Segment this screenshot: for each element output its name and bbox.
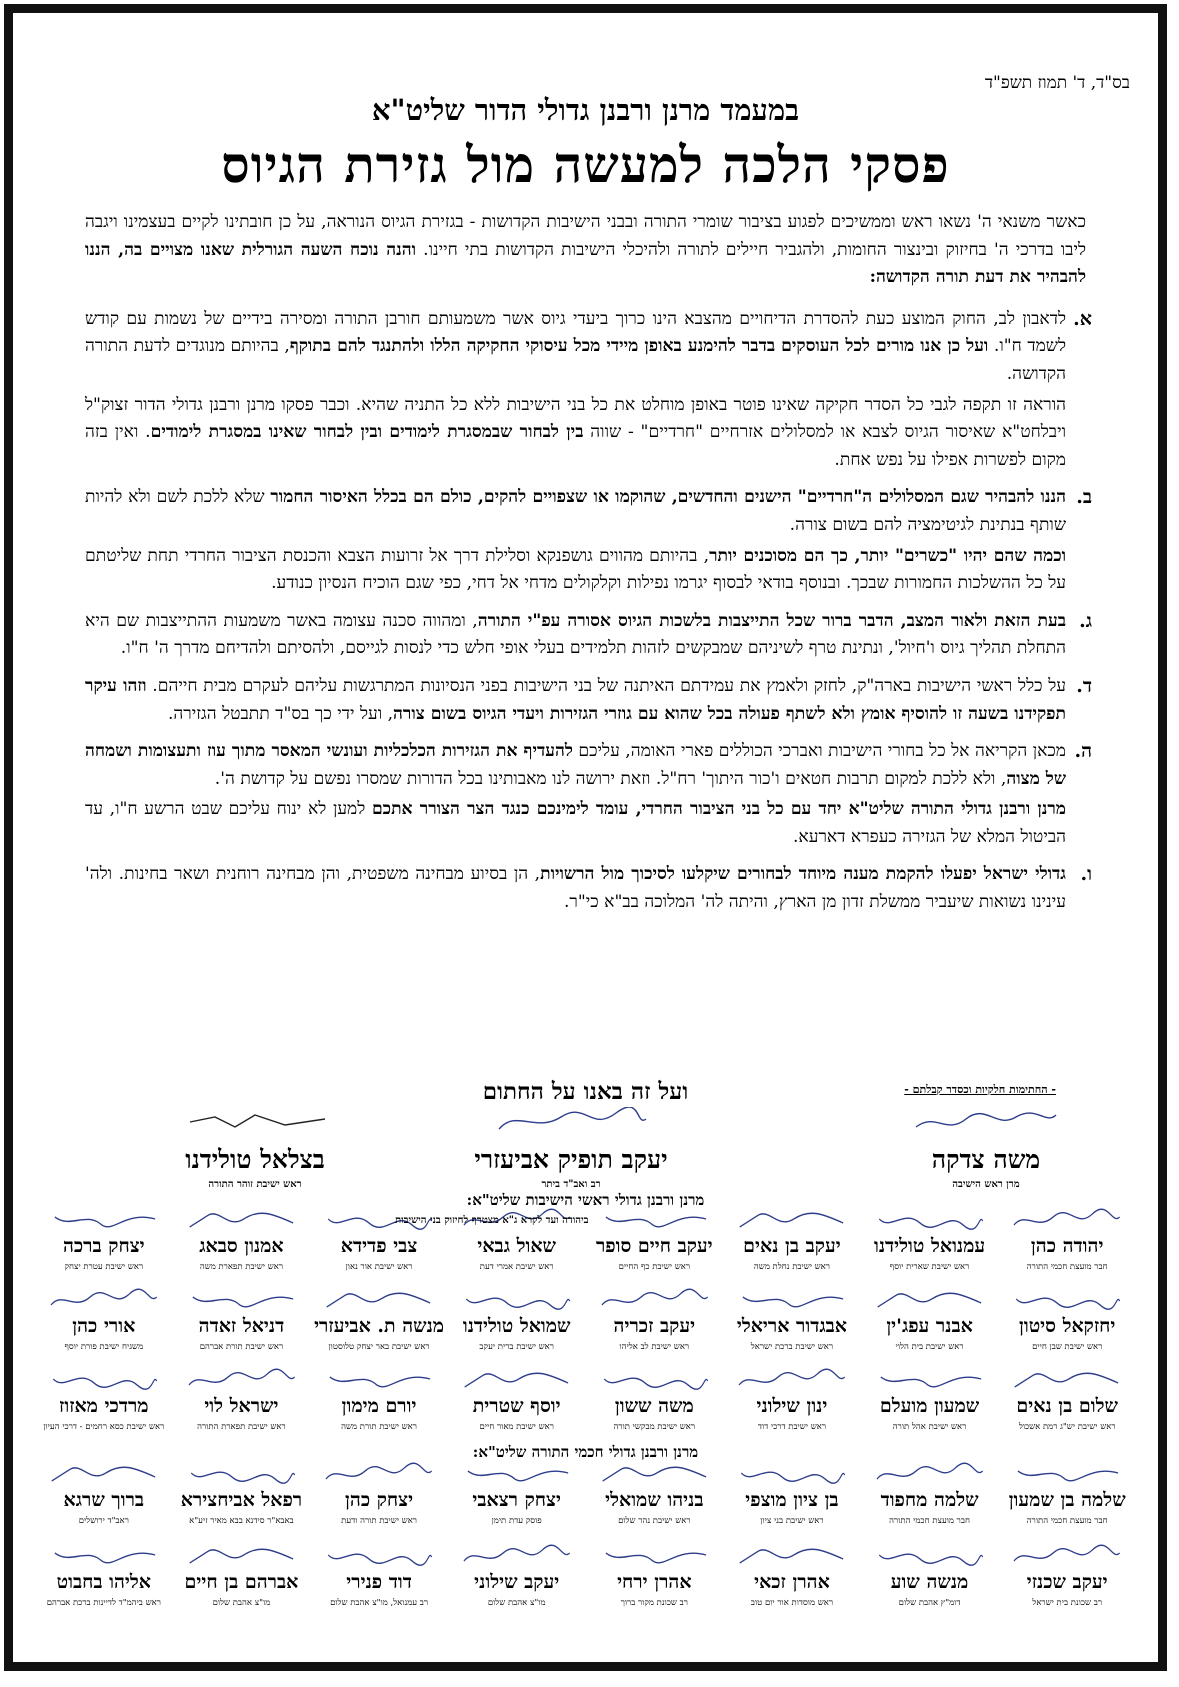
signer-role: ראש ישיבת בית הלוי bbox=[895, 1342, 964, 1352]
signer-role: ראש ישיבת דרכי דוד bbox=[757, 1422, 827, 1432]
signer-name: בצלאל טולידנו bbox=[185, 1145, 325, 1174]
section-paragraph bbox=[85, 392, 1066, 475]
signature-cell bbox=[998, 1541, 1136, 1608]
signature-cell bbox=[861, 1285, 999, 1352]
signer-role: משגיח ישיבת פורת יוסף bbox=[64, 1342, 144, 1352]
section-paragraph bbox=[85, 738, 1066, 793]
signature-cell bbox=[586, 1205, 724, 1272]
signer-role: ראש ישיבת אהל תורה bbox=[892, 1422, 967, 1432]
section-letter: ה. bbox=[1074, 740, 1092, 763]
intro-bold-text: והנה נוכח השעה הגורלית שאנו מצויים בה, הננו להבהיר את דעת תורה הקדושה: bbox=[85, 239, 1086, 288]
bold-run: להעדיף את הגזירות הכלכליות ועונשי המאסר מתוך עוז ותעצומות ושמחה של מצוה bbox=[85, 741, 1066, 789]
signer-name: בניהו שמואלי bbox=[605, 1489, 704, 1511]
signature-cell bbox=[723, 1365, 861, 1432]
signature-scribble-icon bbox=[873, 1205, 987, 1235]
text-run: , ולא ללכת למקום תרבות חטאים ו'כור היתוך' רח"ל. וזאת ירושה לנו מאבותינו בכל הדורות שמסרו נפשם על קדושת ה'. bbox=[214, 768, 1007, 789]
signature-scribble-icon bbox=[1010, 1541, 1124, 1571]
section-paragraph bbox=[85, 796, 1066, 851]
signature-cell bbox=[861, 1205, 999, 1272]
signature-cell bbox=[173, 1365, 311, 1432]
signature-scribble-icon bbox=[598, 1541, 712, 1571]
section-paragraph bbox=[85, 484, 1066, 539]
signer-role: פוסק עדת תימן bbox=[491, 1516, 542, 1526]
signature-row bbox=[35, 1459, 1136, 1526]
signature-cell bbox=[35, 1541, 173, 1608]
signature-scribble-icon bbox=[873, 1459, 987, 1489]
signature-cell bbox=[723, 1285, 861, 1352]
signature-cell bbox=[35, 1285, 173, 1352]
section-paragraph bbox=[85, 673, 1066, 728]
signature-cell bbox=[173, 1285, 311, 1352]
signature-cell bbox=[723, 1541, 861, 1608]
signer-name: ינון שילוני bbox=[756, 1395, 828, 1417]
signature-scribble-icon bbox=[322, 1541, 436, 1571]
signature-scribble-icon bbox=[1010, 1205, 1124, 1235]
signer-name: ברוך שרגא bbox=[63, 1489, 145, 1511]
group-title-torah-sages: מרנן ורבנן גדולי חכמי התורה שליט"א: bbox=[472, 1443, 699, 1461]
signer-name: שמעון מועלם bbox=[879, 1395, 980, 1417]
signer-name: יעקב חיים סופר bbox=[595, 1235, 713, 1257]
signer-name: שלמה מחפוד bbox=[880, 1489, 979, 1511]
document-title: פסקי הלכה למעשה מול גזירת הגיוס bbox=[221, 135, 950, 194]
signer-role: חבר מועצת חכמי התורה bbox=[1026, 1262, 1108, 1272]
signer-name: אבנר עפג'ין bbox=[886, 1315, 973, 1337]
signer-role: ראש ישיבת מבקשי תורה bbox=[613, 1422, 696, 1432]
signer-role: ראש ישיבת אמרי דעת bbox=[479, 1262, 554, 1272]
section-a bbox=[85, 306, 1092, 475]
signature-scribble-icon bbox=[491, 1107, 651, 1137]
signature-cell bbox=[586, 1365, 724, 1432]
document-date: בס"ד, ד' תמוז תשפ"ד bbox=[984, 73, 1130, 93]
signer-role: ראש ישיבת תפארת התורה bbox=[197, 1422, 286, 1432]
signer-role: ראש ישיבת יש"ג רמת אשכול bbox=[1018, 1422, 1116, 1432]
signature-cell bbox=[723, 1205, 861, 1272]
signature-scribble-icon bbox=[598, 1285, 712, 1315]
signature-scribble-icon bbox=[873, 1365, 987, 1395]
signer-role: ראש ישיבת כסא רחמים - דרכי העיון bbox=[43, 1422, 165, 1432]
section-letter: ג. bbox=[1079, 609, 1092, 632]
section-letter: ו. bbox=[1080, 863, 1092, 886]
top-signature bbox=[876, 1145, 1096, 1190]
signature-row bbox=[35, 1365, 1136, 1432]
signer-role: באבא"ר סידנא בבא מאיר זיע"א bbox=[189, 1516, 294, 1526]
signature-scribble-icon bbox=[460, 1541, 574, 1571]
section-e bbox=[85, 738, 1092, 851]
signer-name: יעקב תופיק אביעזרי bbox=[474, 1145, 668, 1174]
top-signature bbox=[145, 1145, 365, 1190]
signer-name: יעקב שכנזי bbox=[1026, 1571, 1108, 1593]
signer-name: רפאל אביחצירא bbox=[180, 1489, 303, 1511]
signature-seal-line: ועל זה באנו על החתום bbox=[482, 1078, 689, 1105]
signature-cell bbox=[448, 1365, 586, 1432]
section-letter: א. bbox=[1073, 307, 1092, 330]
bold-run: ועל כן אנו מורים לכל העוסקים בדבר להימנע באופן מיידי מכל עיסוקי החקיקה הללו ולהתנגד להם בתוקף bbox=[289, 336, 989, 357]
signature-cell bbox=[861, 1459, 999, 1526]
signature-scribble-icon bbox=[47, 1541, 161, 1571]
signer-role: מו"צ אהבת שלום bbox=[487, 1598, 546, 1608]
signer-name: יחזקאל סיטון bbox=[1019, 1315, 1116, 1337]
signature-cell bbox=[310, 1541, 448, 1608]
signature-scribble-icon bbox=[598, 1459, 712, 1489]
section-f bbox=[85, 861, 1092, 916]
signer-role: ראש ישיבת ברית יעקב bbox=[479, 1342, 554, 1352]
signer-role: ראש ישיבת בני ציון bbox=[760, 1516, 824, 1526]
signer-role: ראש ישיבת נחלת משה bbox=[753, 1262, 830, 1272]
bold-run: מרנן ורבנן גדולי התורה שליט"א יחד עם כל בני הציבור החרדי, עומד לימינכם כנגד הצר הצורר אתכם bbox=[371, 799, 1066, 820]
signature-scribble-icon bbox=[735, 1459, 849, 1489]
signer-name: בן ציון מוצפי bbox=[745, 1489, 839, 1511]
text-run: , הן בסיוע מבחינה משפטית, והן מבחינה רוחנית ושאר בחינות. ולה' עינינו נשואות שיעביר ממשלת זדון מן הארץ, והיתה לה' המלוכה בב"א כי"ר. bbox=[85, 864, 1066, 913]
signer-role: ראש ישיבת תפארת משה bbox=[199, 1262, 284, 1272]
signature-scribble-icon bbox=[460, 1285, 574, 1315]
signature-scribble-icon bbox=[47, 1365, 161, 1395]
bold-run: בין לבחור שבמסגרת לימודים ובין לבחור שאינו במסגרת לימודים bbox=[150, 422, 584, 443]
signature-scribble-icon bbox=[735, 1541, 849, 1571]
signature-cell bbox=[448, 1459, 586, 1526]
text-run: על כלל ראשי הישיבות בארה"ק, לחזק ולאמץ את עמידתם האיתנה של בני הישיבות בפני הנסיונות המתרגשות עליהם לעקרם מבית חייהם. bbox=[146, 675, 1066, 696]
signer-name: משה ששון bbox=[614, 1395, 694, 1417]
bold-run: גדולי ישראל יפעלו להקמת מענה מיוחד לבחורים שיקלעו לסיכוך מול הרשויות bbox=[540, 864, 1066, 885]
signature-row bbox=[35, 1541, 1136, 1608]
signer-name: אהרן זכאי bbox=[754, 1571, 830, 1593]
signature-scribble-icon bbox=[598, 1205, 712, 1235]
signer-role: ראש ביהמ"ד לדיינות ברכת אברהם bbox=[46, 1598, 161, 1608]
signature-scribble-icon bbox=[322, 1459, 436, 1489]
signer-name: אורי כהן bbox=[72, 1315, 136, 1337]
signer-role: ראש ישיבת אור נאון bbox=[345, 1262, 413, 1272]
signature-scribble-icon bbox=[185, 1459, 299, 1489]
signer-name: יהודה כהן bbox=[1030, 1235, 1104, 1257]
signer-name: מנשה שוע bbox=[890, 1571, 969, 1593]
signature-scribble-icon bbox=[735, 1205, 849, 1235]
signer-role: דומ"ץ אהבת שלום bbox=[898, 1598, 961, 1608]
signer-role: רב שכונת מקור ברוך bbox=[620, 1598, 688, 1608]
signer-role: רב עמנואל, מו"צ אהבת שלום bbox=[330, 1598, 429, 1608]
signature-cell bbox=[310, 1285, 448, 1352]
signature-cell bbox=[448, 1541, 586, 1608]
text-run: למען לא ינוח עליכם שבט הרשע ח"ו, עד הביטול המלא של הגזירה כעפרא דארעא. bbox=[85, 799, 1066, 847]
signer-name: אבגדור אריאלי bbox=[736, 1315, 848, 1337]
section-d bbox=[85, 673, 1092, 728]
signer-role: ראש ישיבת נהר שלום bbox=[618, 1516, 691, 1526]
signature-cell bbox=[998, 1205, 1136, 1272]
signature-scribble-icon bbox=[322, 1365, 436, 1395]
document-body bbox=[85, 209, 1092, 927]
signer-name: שלמה בן שמעון bbox=[1008, 1489, 1126, 1511]
signature-scribble-icon bbox=[735, 1365, 849, 1395]
signer-role: ראש ישיבת ברכת ישראל bbox=[750, 1342, 834, 1352]
text-run: שלא ללכת לשם ולא להיות שותף בנתינת לגיטימציה להם בשום צורה. bbox=[85, 487, 1066, 535]
signer-role: ראש ישיבת עטרת יצחק bbox=[64, 1262, 144, 1272]
text-run: , ומהווה סכנה עצומה באשר משמעות ההתייצבות שם היא התחלת תהליך גיוס ו'חיול', ונתינת טרף לשיניהם שמבקשים לזהות תלמידים בעלי אופי חלש כדי לנסות לגייסם, ולהסיתם ולהדיחם מדרך ה' ח"ו. bbox=[85, 610, 1066, 659]
signer-name: שאול גבאי bbox=[477, 1235, 556, 1257]
signature-scribble-icon bbox=[1010, 1285, 1124, 1315]
signature-cell bbox=[998, 1459, 1136, 1526]
signer-role: ראש ישיבת לב אליהו bbox=[619, 1342, 690, 1352]
signature-scribble-icon bbox=[175, 1107, 335, 1137]
signer-role: ראש ישיבת באר יצחק טלוסטון bbox=[328, 1342, 430, 1352]
signature-scribble-icon bbox=[460, 1459, 574, 1489]
document-frame bbox=[4, 4, 1167, 1671]
signer-name: יוסף שטרית bbox=[472, 1395, 561, 1417]
signer-role: ראש ישיבת שבן חיים bbox=[1032, 1342, 1103, 1352]
text-run: , ועל ידי כך בס"ד תתבטל הגזירה. bbox=[167, 703, 394, 724]
document-pretitle: במעמד מרנן ורבנן גדולי הדור שליט"א bbox=[371, 93, 800, 127]
section-paragraph bbox=[85, 306, 1066, 389]
section-letter: ד. bbox=[1076, 674, 1092, 697]
intro-text: כאשר משנאי ה' נשאו ראש וממשיכים לפגוע בציבור שומרי התורה ובבני הישיבות הקדושות - בגזירת הגיוס הנוראה, על כן חובתינו לקיים בעצמינו ויגבה ליבו בדרכי ה' בחיזוק ובינצור החומות, ולהגביר חיילים לתורה ולהיכלי הישיבות הקדושות בתי חיינו. bbox=[85, 212, 1086, 260]
signature-scribble-icon bbox=[1010, 1365, 1124, 1395]
signature-cell bbox=[35, 1459, 173, 1526]
row2-note: ביהודה ועד לקרא ג"א מצטרף לחיזוק בני הישיבות bbox=[395, 1215, 589, 1226]
signer-name: מרדכי מאזוז bbox=[59, 1395, 149, 1417]
section-paragraph bbox=[85, 861, 1066, 916]
signature-cell bbox=[310, 1365, 448, 1432]
group-title-yeshiva-heads: מרנן ורבנן גדולי ראשי הישיבות שליט"א: bbox=[466, 1191, 705, 1209]
signer-role: ראש ישיבת תורה ודעת bbox=[341, 1516, 417, 1526]
signer-role: ראב"ד ירושלים bbox=[78, 1516, 129, 1526]
signer-name: שלום בן נאים bbox=[1016, 1395, 1118, 1417]
signer-role: ראש מוסדות אור יום טוב bbox=[750, 1598, 834, 1608]
signature-cell bbox=[35, 1205, 173, 1272]
signer-role: חבר מועצת חכמי התורה bbox=[889, 1516, 970, 1526]
signature-cell bbox=[998, 1365, 1136, 1432]
signer-name: ישראל לוי bbox=[204, 1395, 279, 1417]
signer-name: יצחק כהן bbox=[345, 1489, 414, 1511]
signature-scribble-icon bbox=[47, 1205, 161, 1235]
signatures-area bbox=[35, 1073, 1136, 1673]
signature-scribble-icon bbox=[322, 1285, 436, 1315]
signature-scribble-icon bbox=[873, 1285, 987, 1315]
signature-scribble-icon bbox=[460, 1365, 574, 1395]
section-letter: ב. bbox=[1076, 486, 1092, 509]
bold-run: בעת הזאת ולאור המצב, הדבר ברור שכל התייצבות בלשכות הגיוס אסורה עפ"י התורה bbox=[477, 610, 1066, 631]
signature-scribble-icon bbox=[185, 1285, 299, 1315]
signer-name: יעקב זכריה bbox=[613, 1315, 696, 1337]
signature-scribble-icon bbox=[47, 1285, 161, 1315]
signature-scribble-icon bbox=[185, 1205, 299, 1235]
signature-scribble-icon bbox=[185, 1541, 299, 1571]
signature-cell bbox=[173, 1541, 311, 1608]
signatures-note: - החתימות חלקיות וכסדר קבלתם - bbox=[904, 1083, 1056, 1096]
signature-cell bbox=[35, 1365, 173, 1432]
bold-run: וזהו עיקר תפקידנו בשעה זו להוסיף אומץ ולא לשתף פעולה בכל שהוא עם גוזרי הגזירות ויעדי הגיוס בשום צורה bbox=[85, 675, 1066, 724]
signature-cell bbox=[173, 1205, 311, 1272]
signer-role: חבר מועצת חכמי התורה bbox=[1026, 1516, 1108, 1526]
signature-scribble-icon bbox=[873, 1541, 987, 1571]
signature-scribble-icon bbox=[735, 1285, 849, 1315]
signer-role: ראש ישיבת זוהר התורה bbox=[208, 1179, 302, 1190]
signature-cell bbox=[586, 1459, 724, 1526]
signature-scribble-icon bbox=[1010, 1459, 1124, 1489]
signature-scribble-icon bbox=[47, 1459, 161, 1489]
signature-cell bbox=[448, 1285, 586, 1352]
signature-cell bbox=[998, 1285, 1136, 1352]
section-c bbox=[85, 608, 1092, 663]
signature-cell bbox=[586, 1285, 724, 1352]
signature-scribble-icon bbox=[598, 1365, 712, 1395]
signer-role: ראש ישיבת שארית יוסף bbox=[889, 1262, 970, 1272]
signer-name: עמנואל טולידנו bbox=[873, 1235, 986, 1257]
bold-run: הננו להבהיר שגם המסלולים ה"חרדיים" הישנים והחדשים, שהוקמו או שצפויים להקים, כולם הם בכלל האיסור החמור bbox=[270, 487, 1066, 508]
signer-role: מו"צ אהבת שלום bbox=[212, 1598, 271, 1608]
signer-name: אברהם בן חיים bbox=[184, 1571, 299, 1593]
signer-role: ראש ישיבת תורת משה bbox=[341, 1422, 417, 1432]
signature-cell bbox=[173, 1459, 311, 1526]
signer-name: דניאל זאדה bbox=[198, 1315, 285, 1337]
signature-row bbox=[35, 1285, 1136, 1352]
intro-paragraph bbox=[85, 209, 1086, 292]
signer-name: שמואל טולידנו bbox=[462, 1315, 571, 1337]
signer-name: אמנון סבאג bbox=[199, 1235, 284, 1257]
signer-role: מרן ראש הישיבה bbox=[952, 1179, 1020, 1190]
signer-name: מנשה ת. אביעזרי bbox=[314, 1315, 445, 1337]
signer-name: צבי פדידא bbox=[340, 1235, 418, 1257]
top-signature bbox=[461, 1145, 681, 1190]
text-run: הוראה זו תקפה לגבי כל הסדר חקיקה שאינו פוטר באופן מוחלט את כל בני הישיבות ללא כל התניה שהיא. וכבר פסקו מרנן ורבנן גדולי הדור זצוק"ל ויבלחט"א שאיסור הגיוס לצבא או למסלולים אזרחיים "חרדיים" - שווה bbox=[85, 394, 1066, 443]
signature-cell bbox=[310, 1459, 448, 1526]
text-run: מכאן הקריאה אל כל בחורי הישיבות ואברכי הכוללים פארי האומה, עליכם bbox=[572, 741, 1066, 762]
signature-cell bbox=[861, 1365, 999, 1432]
signer-role: ראש ישיבת תורת אברהם bbox=[199, 1342, 284, 1352]
signer-role: רב שכונת בית ישראל bbox=[1032, 1598, 1103, 1608]
text-run: , בהיותם מהווים גושפנקא וסלילת דרך אל זרועות הצבא והכנסת הציבור החרדי תחת שליטתם על כל ההשלכות החמורות שבכך. ובנוסף בודאי לבסוף יגרמו נפילות וקלקולים מדחי אל דחי, כפי שגם הוכיח הנסיון כנודע. bbox=[85, 545, 1066, 594]
signer-name: יעקב שילוני bbox=[474, 1571, 560, 1593]
section-paragraph bbox=[85, 543, 1066, 598]
signature-scribble-icon bbox=[906, 1107, 1066, 1137]
signer-role: ראש ישיבת מאור חיים bbox=[479, 1422, 554, 1432]
section-paragraph bbox=[85, 608, 1066, 663]
signer-name: משה צדקה bbox=[931, 1145, 1041, 1174]
signer-name: אהרן ירחי bbox=[617, 1571, 692, 1593]
signer-name: אליהו בחבוט bbox=[56, 1571, 151, 1593]
bold-run: וכמה שהם יהיו "כשרים" יותר, כך הם מסוכנים יותר bbox=[709, 545, 1067, 566]
signer-role: ראש ישיבת כף החיים bbox=[618, 1262, 691, 1272]
signer-role: רב ואב"ד ביתר bbox=[541, 1179, 601, 1190]
signer-name: דוד פנירי bbox=[346, 1571, 412, 1593]
signature-cell bbox=[723, 1459, 861, 1526]
signature-scribble-icon bbox=[185, 1365, 299, 1395]
signer-name: יצחק ברכה bbox=[62, 1235, 145, 1257]
section-b bbox=[85, 484, 1092, 597]
signature-cell bbox=[586, 1541, 724, 1608]
signer-name: יצחק רצאבי bbox=[472, 1489, 561, 1511]
text-run: . ואין בזה מקום לפשרות אפילו על נפש אחת. bbox=[85, 422, 1066, 470]
signer-name: יורם מימון bbox=[341, 1395, 417, 1417]
text-run: , בהיותם מנוגדים לדעת התורה הקדושה. bbox=[85, 336, 1066, 384]
text-run: לדאבון לב, החוק המוצע כעת להסדרת הדיחויים מהצבא הינו כרוך ביעדי גיוס אשר משמעותם חורבן התורה ומסירה בידיים של נשמות עם קודש לשמד ח"ו. bbox=[85, 308, 1066, 357]
signer-name: יעקב בן נאים bbox=[743, 1235, 841, 1257]
signature-cell bbox=[861, 1541, 999, 1608]
